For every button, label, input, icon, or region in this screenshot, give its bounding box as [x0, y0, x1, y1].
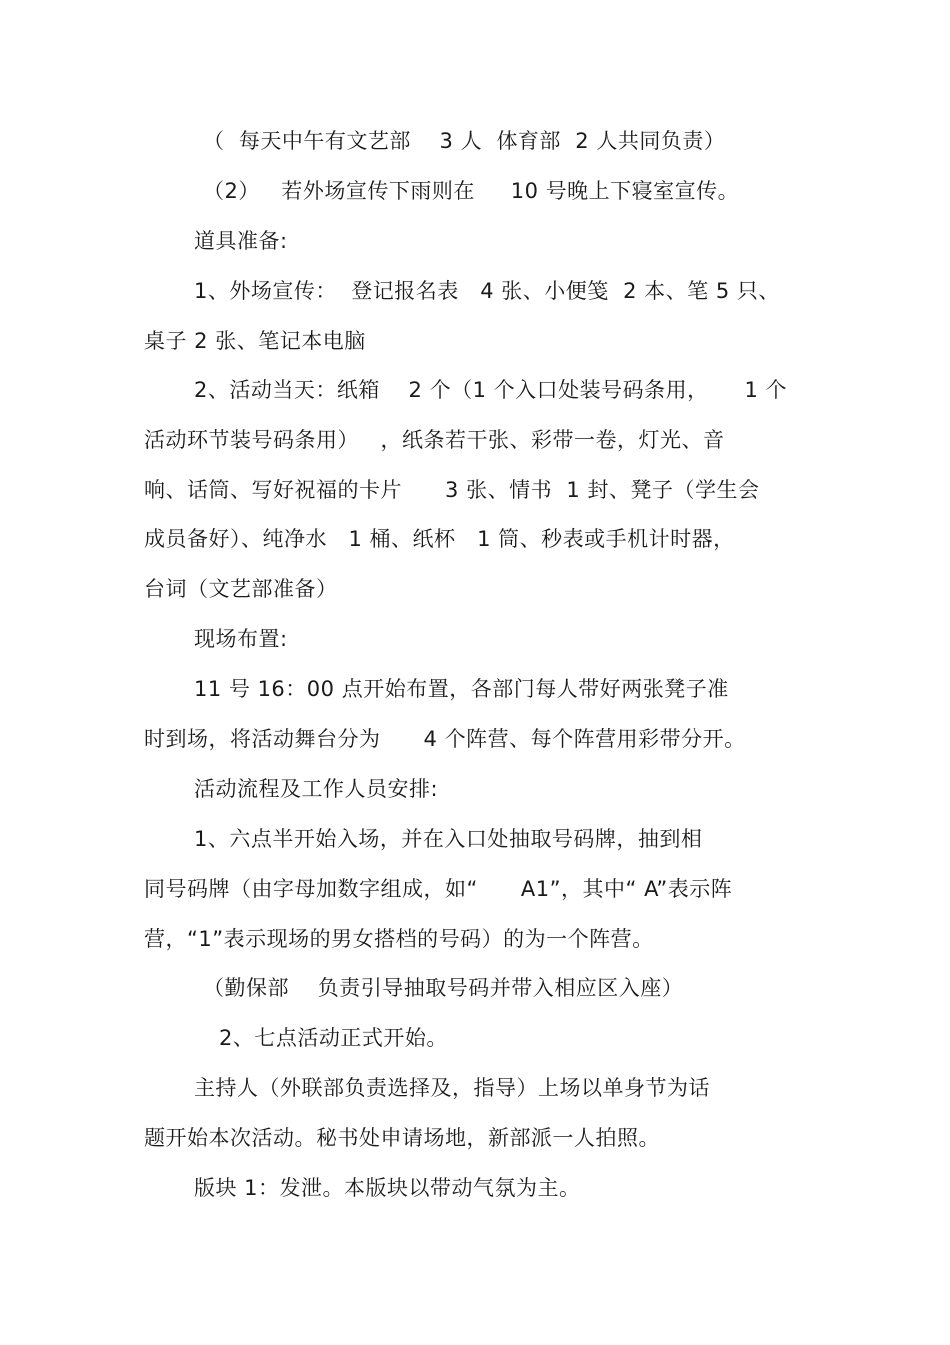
text-line-responsibility: （ 每天中午有文艺部 3 人 体育部 2 人共同负责） — [203, 129, 726, 153]
text-line: 台词（文艺部准备） — [144, 577, 338, 601]
text-line: （勤保部 负责引导抽取号码并带入相应区入座） — [203, 976, 684, 1000]
text-line: 11 号 16：00 点开始布置，各部门每人带好两张凳子准 — [194, 677, 729, 701]
text-line: 同号码牌（由字母加数字组成，如“ A1”，其中“ A”表示阵 — [144, 877, 733, 901]
text-line: 主持人（外联部负责选择及，指导）上场以单身节为话 — [194, 1076, 710, 1100]
text-line: 桌子 2 张、笔记本电脑 — [144, 329, 366, 353]
section-heading-venue: 现场布置: — [194, 627, 288, 651]
text-line: 2、七点活动正式开始。 — [219, 1026, 448, 1050]
text-line: 活动环节装号码条用） ，纸条若干张、彩带一卷，灯光、音 — [144, 428, 725, 452]
text-line: 题开始本次活动。秘书处申请场地，新部派一人拍照。 — [144, 1126, 660, 1150]
text-line: 1、六点半开始入场，并在入口处抽取号码牌，抽到相 — [194, 827, 703, 851]
text-line: 2、活动当天：纸箱 2 个（1 个入口处装号码条用， 1 个 — [194, 378, 788, 402]
text-line: 成员备好）、纯净水 1 桶、纸杯 1 筒、秒表或手机计时器， — [144, 527, 735, 551]
text-line: 时到场，将活动舞台分为 4 个阵营、每个阵营用彩带分开。 — [144, 727, 746, 751]
text-line: 版块 1：发泄。本版块以带动气氛为主。 — [194, 1176, 581, 1200]
text-line: 1、外场宣传： 登记报名表 4 张、小便笺 2 本、笔 5 只、 — [194, 279, 780, 303]
text-line: 响、话筒、写好祝福的卡片 3 张、情书 1 封、凳子（学生会 — [144, 478, 760, 502]
section-heading-props: 道具准备: — [194, 229, 288, 253]
text-line: 营，“1”表示现场的男女搭档的号码）的为一个阵营。 — [144, 927, 654, 951]
text-line-rain-plan: （2） 若外场宣传下雨则在 10 号晚上下寝室宣传。 — [203, 179, 740, 203]
section-heading-process: 活动流程及工作人员安排: — [194, 777, 439, 801]
